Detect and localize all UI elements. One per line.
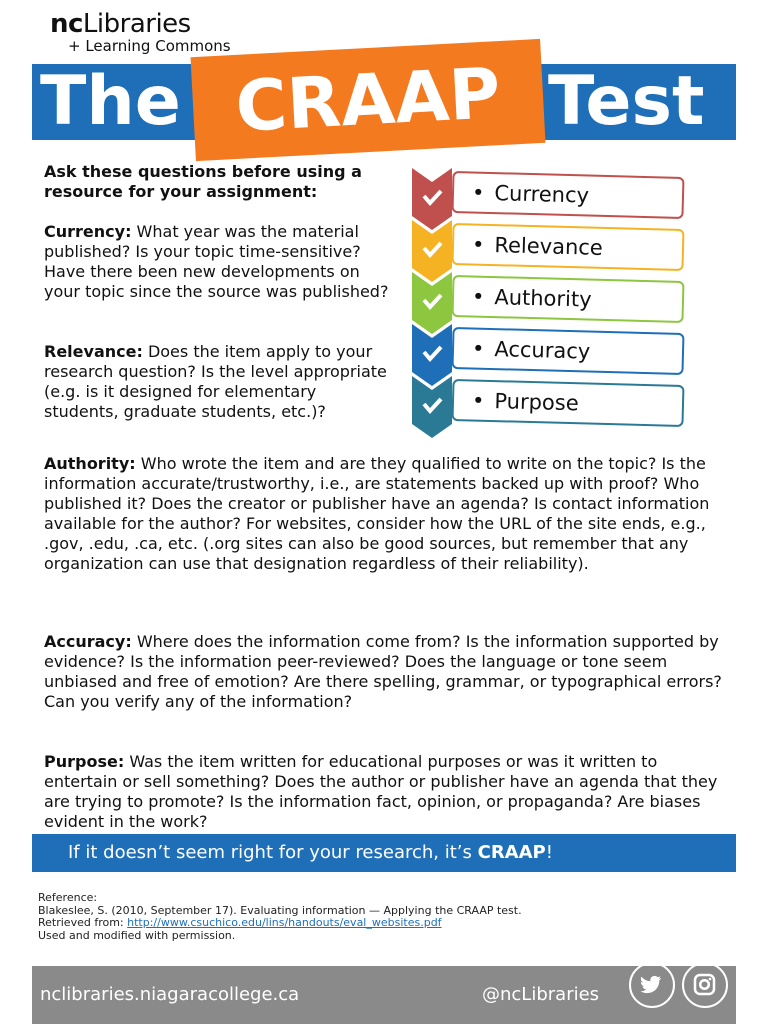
logo-libraries: Libraries — [82, 9, 191, 39]
bullet: • — [471, 336, 485, 361]
callout-text: If it doesn’t seem right for your research, it’s — [68, 842, 478, 863]
craap-checklist-graphic — [400, 162, 700, 446]
reference-retrieved — [38, 917, 728, 930]
reference-permission: Used and modified with permission. — [38, 928, 236, 942]
craap-callout — [32, 834, 736, 872]
checklist-item — [451, 223, 684, 271]
bullet: • — [471, 284, 485, 309]
title-test: Test — [548, 62, 705, 141]
callout-end: ! — [545, 842, 553, 863]
purpose-label: Purpose: — [44, 752, 125, 771]
reference-heading: Reference: — [38, 891, 98, 904]
section-purpose — [44, 752, 734, 832]
callout-emphasis: CRAAP — [477, 842, 546, 863]
accuracy-text: Where does the information come from? Is the information supported by evidence? Is the information peer-reviewed? Does the language or tone seem unbiased and free of emotion? Are there spelling, grammar, or typographical errors? Can you verify any of the information? — [44, 632, 722, 711]
retrieved-label: Retrieved from: — [38, 916, 128, 929]
relevance-text: Does the item apply to your research question? Is the level appropriate (e.g. is it designed for elementary students, graduate students, etc.)? — [44, 342, 387, 421]
footer-social-handle[interactable]: @ncLibraries — [482, 984, 600, 1005]
currency-label: Currency: — [44, 222, 132, 241]
section-relevance — [44, 342, 394, 422]
bullet: • — [471, 180, 485, 205]
checklist-label: Authority — [494, 285, 592, 312]
reference-link[interactable]: http://www.csuchico.edu/lins/handouts/eval_websites.pdf — [127, 916, 442, 929]
footer-website-link[interactable]: nclibraries.niagaracollege.ca — [40, 984, 300, 1005]
bullet: • — [471, 388, 485, 413]
authority-label: Authority: — [44, 454, 136, 473]
relevance-label: Relevance: — [44, 342, 143, 361]
checklist-item — [451, 379, 684, 427]
section-authority — [44, 454, 734, 574]
bullet: • — [471, 232, 485, 257]
checklist-label: Relevance — [494, 233, 604, 260]
authority-text: Who wrote the item and are they qualified to write on the topic? Is the information accurate/trustworthy, i.e., are statements backed up with proof? Who published it? Does the creator or publisher have an agenda? Is contact information available for the author? For websites, consider how the URL of the site ends, e.g., .gov, .edu, .ca, etc. (.org sites can also be good sources, but remember that any organization can use that designation regardless of their reliability). — [44, 454, 710, 573]
purpose-text: Was the item written for educational purposes or was it written to entertain or sell something? Does the author or publisher have an agenda that they are trying to promote? Is the information fact, opinion, or propaganda? Are biases evident in the work? — [44, 752, 718, 831]
intro-heading: Ask these questions before using a resource for your assignment: — [44, 162, 362, 201]
title-craap: CRAAP — [233, 52, 503, 148]
logo-wordmark — [50, 10, 231, 38]
section-accuracy — [44, 632, 734, 712]
reference-citation: Blakeslee, S. (2010, September 17). Evaluating information — Applying the CRAAP test. — [38, 903, 522, 917]
checklist-label: Accuracy — [494, 337, 591, 364]
checklist-item — [451, 327, 684, 375]
currency-text: What year was the material published? Is your topic time-sensitive? Have there been new developments on your topic since the source was published? — [44, 222, 389, 301]
instagram-icon[interactable] — [682, 962, 728, 1008]
logo — [50, 10, 231, 54]
accuracy-label: Accuracy: — [44, 632, 132, 651]
logo-nc: nc — [50, 9, 83, 39]
checklist-item — [451, 171, 684, 219]
checklist-label: Purpose — [494, 389, 579, 416]
section-currency — [44, 222, 389, 302]
checklist-label: Currency — [494, 181, 590, 208]
logo-subtitle: + Learning Commons — [68, 37, 231, 55]
chevron-check-icon — [412, 376, 452, 438]
title-the: The — [40, 62, 181, 141]
checklist-item — [451, 275, 684, 323]
twitter-icon[interactable] — [629, 962, 675, 1008]
reference-block — [38, 892, 728, 942]
